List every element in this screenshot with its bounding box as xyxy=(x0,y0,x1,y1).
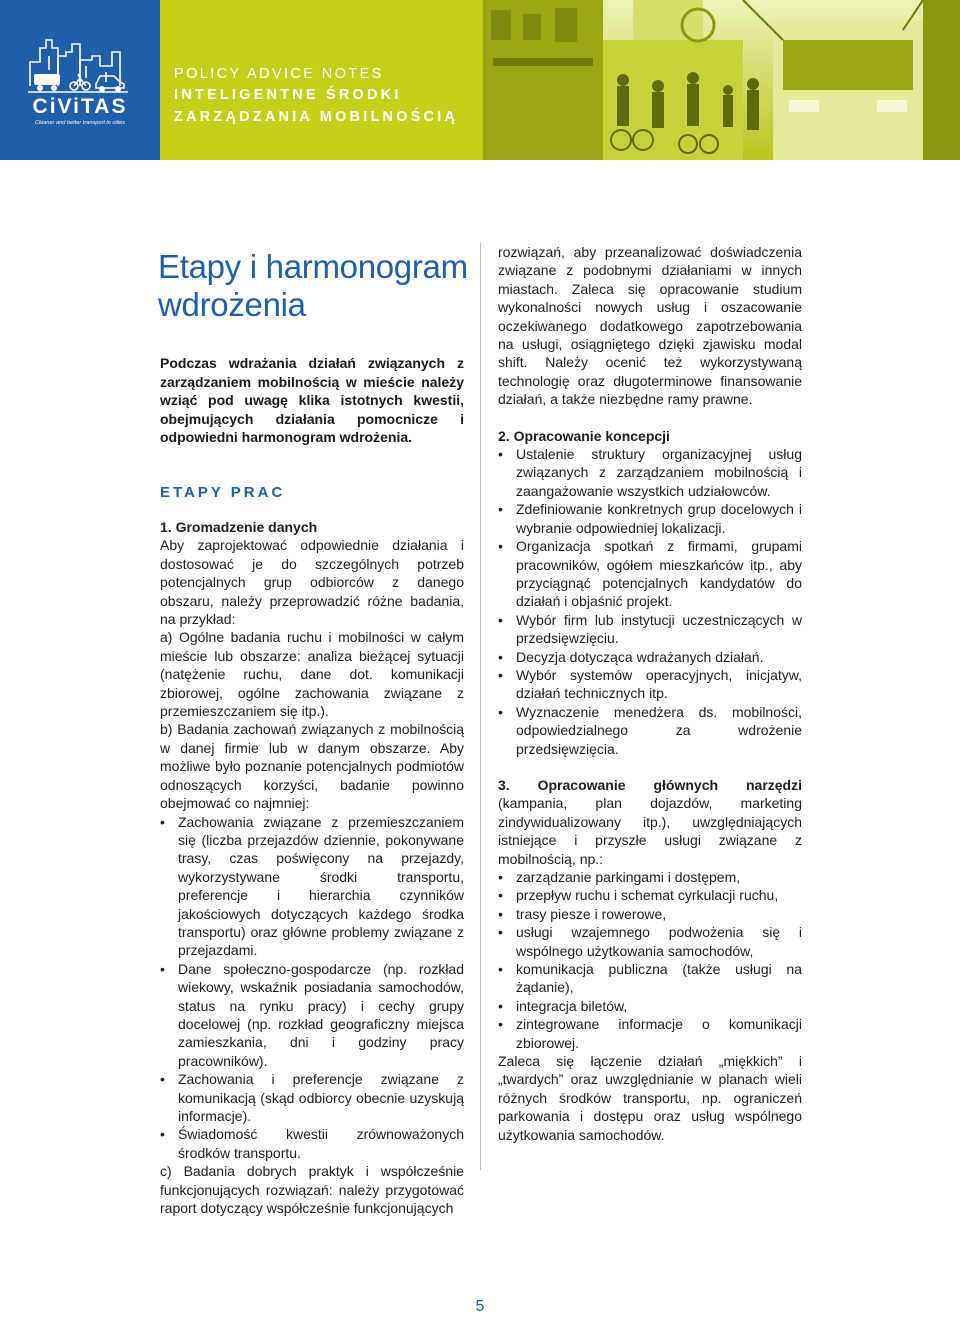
list-item: • Zdefiniowanie konkretnych grup docelowych i wybranie odpowiedniej lokalizacji. xyxy=(498,500,802,537)
page-number: 5 xyxy=(475,1298,485,1315)
section-1-paragraph-3: b) Badania zachowań związanych z mobilnością w danej firmie lub w danym obszarze. Aby możliwe było poznanie potencjalnych podmiotów odnoszących korzyści, badanie powinno obejmować co najmniej: xyxy=(160,721,464,812)
header-photo xyxy=(483,0,960,160)
list-item: • integracja biletów, xyxy=(498,997,802,1015)
section-1-paragraph-1: Aby zaprojektować odpowiednie działania i dostosować je do szczególnych potrzeb potencjalnych grup odbiorców z danego obszaru, należy przeprowadzić różne badania, na przykład: xyxy=(160,537,464,628)
list-item: • zarządzanie parkingami i dostępem, xyxy=(498,868,802,886)
section-2-bullet-list xyxy=(498,445,802,758)
stages-heading: ETAPY PRAC xyxy=(160,484,286,501)
list-item: • Zachowania związane z przemieszczaniem się (liczba przejazdów dziennie, pokonywane trasy, czas poświęcony na przejazdy, wykorzystywane środki transportu, preferencje i hierarchia czynników jakościowych dotyczących każdego środka transportu) oraz główne problemy związane z przejazdami. xyxy=(160,813,464,960)
logo-brand: CiViTAS xyxy=(32,95,128,118)
list-item: • przepływ ruchu i schemat cyrkulacji ruchu, xyxy=(498,886,802,904)
section-1-paragraph-4: c) Badania dobrych praktyk i współcześnie funkcjonujących rozwiązań: należy przygotować raport dotyczący współcześnie funkcjonujących xyxy=(160,1163,464,1217)
left-column xyxy=(160,518,464,1217)
right-column xyxy=(498,243,802,1144)
list-item: • Wybór firm lub instytucji uczestniczących w przedsięwzięciu. xyxy=(498,611,802,648)
section-1-paragraph-4-continued: rozwiązań, aby przeanalizować doświadczenia związane z podobnymi działaniami w innych miastach. Zaleca się opracowanie studium wykonalności nowych usług i oszacowanie oczekiwanego dodatkowego zapotrzebowania na usługi, osiągniętego dzięki zjawisku modal shift. Należy ocenić też wykorzystywaną technologię oraz długoterminowe finansowanie działań, a także niezbędne ramy prawne. xyxy=(498,244,802,408)
list-item: • Wybór systemów operacyjnych, inicjatyw, działań technicznych itp. xyxy=(498,666,802,703)
list-item: • zintegrowane informacje o komunikacji zbiorowej. xyxy=(498,1015,802,1052)
city-skyline-icon xyxy=(0,0,160,160)
list-item: • usługi wzajemnego podwożenia się i wspólnego użytkowania samochodów, xyxy=(498,923,802,960)
column-divider xyxy=(480,243,481,1170)
civitas-logo xyxy=(0,0,160,160)
section-3-title: 3. Opracowanie głównych narzędzi xyxy=(498,776,802,793)
series-line-2: INTELIGENTNE ŚRODKI xyxy=(174,87,402,103)
section-1-bullet-list xyxy=(160,813,464,1163)
section-1-paragraph-2: a) Ogólne badania ruchu i mobilności w całym mieście lub obszarze: analiza bieżącej sytuacji (natężenie ruchu, dane dot. komunikacji zbiorowej, ogólne zachowania związane z przemieszczaniem się itp.). xyxy=(160,629,464,720)
intro-paragraph: Podczas wdrażania działań związanych z zarządzaniem mobilnością w mieście należy wziąć pod uwagę klika istotnych kwestii, obejmujących działania pomocnicze i odpowiedni harmonogram wdrożenia. xyxy=(160,355,464,446)
section-1-title: 1. Gromadzenie danych xyxy=(160,519,318,535)
list-item: • Organizacja spotkań z firmami, grupami pracowników, ogółem mieszkańców itp., aby przyciągnąć potencjalnych kandydatów do działań i objaśnić projekt. xyxy=(498,537,802,611)
list-item: • Zachowania i preferencje związane z komunikacją (skąd odbiorcy obecnie uzyskują informacje). xyxy=(160,1070,464,1125)
list-item: • trasy piesze i rowerowe, xyxy=(498,905,802,923)
series-title xyxy=(174,64,458,128)
title-line-2: wdrożenia xyxy=(158,286,306,323)
list-item: • Ustalenie struktury organizacyjnej usług związanych z zarządzaniem mobilnością i zaangażowanie wszystkich udziałowców. xyxy=(498,445,802,500)
list-item: • Wyznaczenie menedżera ds. mobilności, odpowiedzialnego za wdrożenie przedsięwzięcia. xyxy=(498,703,802,758)
list-item: • Decyzja dotycząca wdrażanych działań. xyxy=(498,648,802,666)
title-line-1: Etapy i harmonogram xyxy=(158,248,468,285)
list-item: • Dane społeczno-gospodarcze (np. rozkład wiekowy, wskaźnik posiadania samochodów, status na rynku pracy) i cechy grupy docelowej (np. rozkład geograficzny miejsca zamieszkania, dni i godziny pracy pracowników). xyxy=(160,960,464,1070)
section-2-title: 2. Opracowanie koncepcji xyxy=(498,427,670,444)
logo-tagline: Cleaner and better transport in cities xyxy=(34,120,126,126)
section-3-lead: (kampania, plan dojazdów, marketing zindywidualizowany itp.), uwzględniających istniejące i przyszłe usługi związane z mobilnością, np.: xyxy=(498,795,802,867)
section-3-bullet-list xyxy=(498,868,802,1052)
section-3-closing: Zaleca się łączenie działań „miękkich” i „twardych” oraz uwzględnianie w planach wieli różnych środków transportu, np. ograniczeń parkowania i dostępu oraz usług wspólnego użytkowania samochodów. xyxy=(498,1053,802,1143)
list-item: • Świadomość kwestii zrównoważonych środków transportu. xyxy=(160,1125,464,1162)
series-line-3: ZARZĄDZANIA MOBILNOŚCIĄ xyxy=(174,109,459,125)
page-title xyxy=(158,248,468,324)
section-3-intro xyxy=(498,776,802,868)
series-line-1: POLICY ADVICE NOTES xyxy=(174,66,384,82)
list-item: • komunikacja publiczna (także usługi na żądanie), xyxy=(498,960,802,997)
